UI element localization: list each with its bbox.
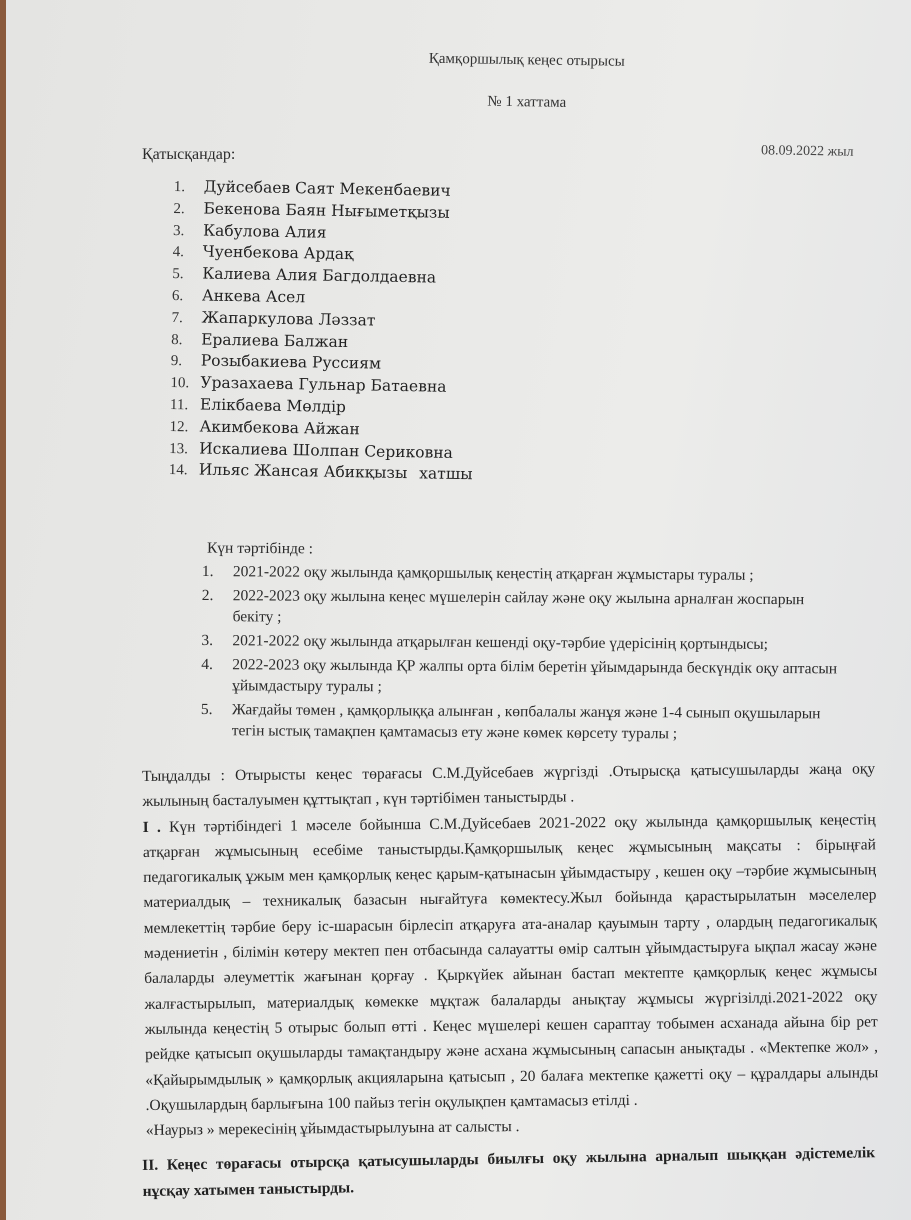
agenda-number: 3. xyxy=(201,631,214,650)
listened-paragraph: Тыңдалды : Отырысты кеңес төрағасы С.М.Дуйсебаев жүргізді .Отырысқа қатысушыларды жаңа оқу жылының басталуымен құттықтап , күн тәртібімен таныстырды . xyxy=(142,760,876,811)
agenda-text: 2021-2022 оқу жылында атқарылған кешенді оқу-тәрбие үдерісінің қортындысы; xyxy=(232,632,769,653)
section-one-marker: І . xyxy=(142,818,161,836)
participant-name: Ералиева Балжан xyxy=(201,330,349,351)
participant-name: Ильяс Жансая Абикқызы xyxy=(198,460,408,483)
document-page xyxy=(6,0,911,1220)
section-one-text: Күн тәртібіндегі 1 мәселе бойынша С.М.Дуйсебаев 2021-2022 оқу жылында қамқоршылық кеңестің атқарған жұмысының есебіме таныстырды.Қамқоршылық кеңес жұмысының мақсаты : бірыңғай педагогикалық ұжым мен қамқорлық кеңес қарым-қатынасын ұйымдастыру , кешен оқу –тәрбие жұмысының материалдық – техникалық базасын нығайтуға көмектесу.Жыл бойында қарастырылатын мәселелер мемлекеттің тәрбие беру іс-шарасын бірлесіп атқаруға ата-аналар қауымын тарту , олардың педагогикалық мәдениетін , білімін көтеру мектеп пен отбасында салауатты өмір салтын ұйымдастыруға ықпал жасау және балаларды әлеуметтік жағынан қорғау . Қыркүйек айынан бастап мектепте қамқорлық кеңес жұмысы жалғастырылып, материалдық көмекке мұқтаж балаларды анықтау жұмысы жүргізілді.2021-2022 оқу жылында кеңестің 5 отырыс болып өтті . Кеңес мүшелері кешен сараптау тобымен асханада айына бір рет рейдке қатысып оқушыларды тамақтандыру және асхана жұмысының сапасын анықтады . «Мектепке жол» , «Қайырымдылық » қамқорлық акцияларына қатысып , 20 балаға мектепке қажетті оқу – құралдары алынды .Оқушылардың барлығына 100 пайыз тегін оқулықпен қамтамасыз етілді . xyxy=(142,810,879,1114)
section-one-paragraph xyxy=(143,807,879,1118)
participant-number: 11. xyxy=(169,396,189,414)
agenda-number: 4. xyxy=(201,655,213,674)
participant-number: 10. xyxy=(170,375,190,392)
participant-name: Чуенбекова Ардақ xyxy=(202,242,354,264)
section-two-text: ІІ. Кеңес төрағасы отырсқа қатысушыларды биылғы оқу жылына арналып шыққан әдістемелік нұсқау хатымен таныстырды. xyxy=(142,1144,876,1200)
participant-number: 5. xyxy=(172,266,184,283)
agenda-item xyxy=(201,654,841,700)
agenda-label: Күн тәртібінде : xyxy=(206,539,314,558)
participant-number: 14. xyxy=(168,462,188,479)
participant-name: Уразахаева Гульнар Батаевна xyxy=(200,373,447,396)
agenda-list xyxy=(201,561,842,748)
participant-name: Анкева Асел xyxy=(201,286,306,307)
agenda-item xyxy=(201,699,841,745)
agenda-text: 2022-2023 оқу жылына кеңес мүшелерін сайлау және оқу жылына арналған жоспарын бекіту ; xyxy=(232,587,805,626)
protocol-number: № 1 хаттама xyxy=(487,93,567,111)
agenda-number: 1. xyxy=(201,562,214,581)
participant-number: 3. xyxy=(172,222,185,239)
participant-number: 4. xyxy=(172,244,185,261)
agenda-number: 5. xyxy=(200,700,213,719)
agenda-item xyxy=(201,630,841,655)
agenda-item xyxy=(202,585,842,631)
section-one-closing: «Наурыз » мерекесінің ұйымдастырылуына ат салысты . xyxy=(145,1118,520,1140)
participant-name: Акимбекова Айжан xyxy=(199,417,360,439)
agenda-text: 2021-2022 оқу жылында қамқоршылық кеңестің атқарған жұмыстары туралы ; xyxy=(232,563,754,584)
participant-number: 2. xyxy=(173,200,185,217)
participant-number: 8. xyxy=(171,331,183,348)
participant-name: Дуйсебаев Саят Мекенбаевич xyxy=(203,177,451,200)
section-two xyxy=(142,1140,876,1205)
participant-name: Бекенова Баян Нығыметқызы xyxy=(203,199,450,222)
participant-name: Жапаркулова Ләззат xyxy=(201,308,376,330)
minutes-body xyxy=(142,756,879,1143)
participant-role: хатшы xyxy=(419,464,473,484)
agenda-item xyxy=(202,561,842,586)
participant-number: 1. xyxy=(173,178,186,196)
participant-name: Елікбаева Мөлдір xyxy=(199,395,347,417)
participant-name: Кабулова Алия xyxy=(202,221,327,242)
document-title: Қамқоршылық кеңес отырысы xyxy=(428,50,625,70)
participant-name: Розыбакиева Руссиям xyxy=(200,351,382,374)
participant-number: 6. xyxy=(171,287,184,305)
agenda-text: 2022-2023 оқу жылында ҚР жалпы орта білім беретін ұйымдарында бескүндік оқу аптасын ұйымдастыру туралы ; xyxy=(232,656,838,696)
participant-name: Искалиева Шолпан Сериковна xyxy=(199,439,454,462)
participant-number: 12. xyxy=(169,418,189,436)
participants-label: Қатысқандар: xyxy=(142,146,236,163)
agenda-text: Жағдайы төмен , қамқорлыққа алынған , көпбалалы жанұя және 1-4 сынып оқушыларын тегін ыстық тамақпен қамтамасыз ету және көмек көрсету туралы ; xyxy=(231,701,821,743)
participants-list xyxy=(169,176,478,486)
document-date: 08.09.2022 жыл xyxy=(760,143,854,160)
participant-name: Калиева Алия Багдолдаевна xyxy=(202,264,437,287)
participant-number: 7. xyxy=(171,309,183,326)
agenda-number: 2. xyxy=(201,586,214,605)
participant-number: 13. xyxy=(169,440,189,457)
participant-number: 9. xyxy=(170,353,183,370)
participant-item xyxy=(169,459,473,486)
